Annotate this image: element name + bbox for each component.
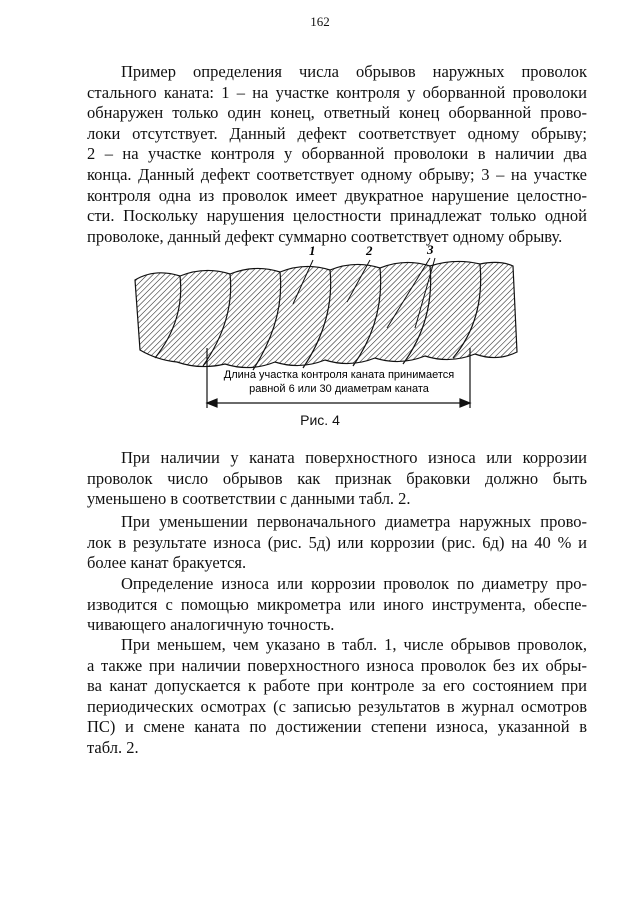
text-line: Пример определения числа обрывов наружных проволок (121, 62, 587, 81)
text-line: более канат бракуется. (87, 553, 247, 573)
text-line: ПС) и смене каната по достижении степени износа, указанной в (87, 717, 587, 737)
length-note-line1: Длина участка контроля каната принимается (223, 369, 455, 381)
text-line: обнаружен только один конец, ответный конец оборванной прово- (87, 103, 587, 123)
rope-diagram (125, 240, 525, 440)
text-line: уменьшено в соответствии с данными табл. 2. (87, 489, 411, 509)
text-line: чивающего аналогичную точность. (87, 615, 335, 635)
label-2: 2 (366, 243, 373, 258)
text-line: лок в результате износа (рис. 5д) или коррозии (рис. 6д) на 40 % и (87, 532, 587, 552)
text-line: ва канат допускается к работе при контроле за его состоянием при (87, 676, 587, 696)
text-line: локи отсутствует. Данный дефект соответствует одному обрыву; (87, 123, 587, 143)
label-3: 3 (427, 242, 434, 257)
text-line: 2 – на участке контроля у оборванной проволоки в наличии два (87, 144, 587, 164)
length-note-line2: равной 6 или 30 диаметрам каната (249, 383, 429, 395)
text-line: проволоке, данный дефект суммарно соответствует одному обрыву. (87, 226, 563, 246)
rope-body (135, 261, 517, 367)
paragraph-measurement (87, 574, 587, 636)
paragraph-diameter-reduction (87, 512, 587, 574)
text-line: При меньшем, чем указано в табл. 1, числе обрывов проволок, (121, 635, 587, 654)
text-line: При наличии у каната поверхностного износа или коррозии (121, 448, 587, 467)
text-line: При уменьшении первоначального диаметра наружных прово- (121, 512, 587, 531)
text-line: конца. Данный дефект соответствует одному обрыву; 3 – на участке (87, 164, 587, 184)
text-line: Определение износа или коррозии проволок по диаметру про- (121, 574, 587, 593)
paragraph-wear-corrosion (87, 448, 587, 510)
rope-figure (125, 240, 525, 440)
text-line: контроля одна из проволок имеет двукратное нарушение целостно- (87, 185, 587, 205)
page-number: 162 (310, 14, 330, 29)
label-1: 1 (309, 243, 316, 258)
figure-caption: Рис. 4 (300, 412, 340, 428)
text-line: сти. Поскольку нарушения целостности принадлежат только одной (87, 206, 587, 226)
text-line: периодических осмотрах (с записью результатов в журнал осмотров (87, 696, 587, 716)
text-line: изводится с помощью микрометра или иного инструмента, обеспе- (87, 594, 587, 614)
text-line: а также при наличии поверхностного износа проволок без их обры- (87, 655, 587, 675)
paragraph-rope-break-example (87, 62, 587, 247)
text-line: проволок число обрывов как признак браковки должно быть (87, 468, 587, 488)
text-line: табл. 2. (87, 737, 139, 757)
paragraph-operation-conditions (87, 635, 587, 759)
text-line: стального каната: 1 – на участке контроля у оборванной проволоки (87, 82, 587, 102)
